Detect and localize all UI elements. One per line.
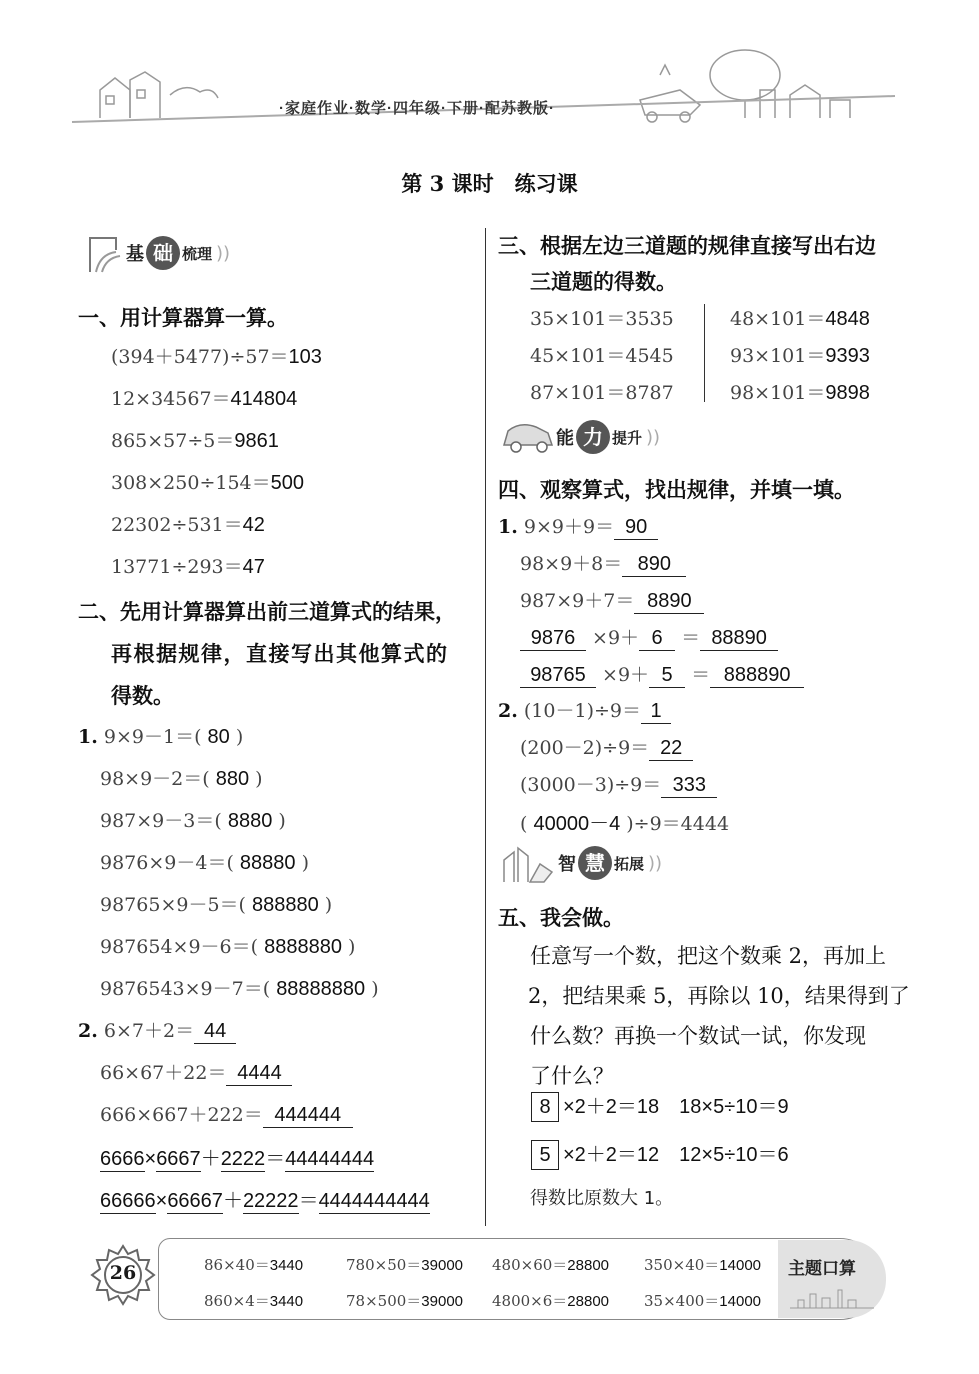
section3-title-2: 三道题的得数。: [530, 269, 677, 294]
list-item: 308×250÷154＝500: [111, 472, 305, 494]
section1-list: [111, 342, 322, 594]
list-item: 98×9＋8＝ 890: [498, 549, 804, 586]
list-item: 8 ×2＋2＝18 18×5÷10＝9: [531, 1090, 789, 1138]
list-item: 98×101＝9898: [730, 382, 870, 404]
badge-basic: [86, 232, 230, 274]
answer-box: 5: [531, 1140, 559, 1170]
badge-basic-pre: 基: [126, 244, 144, 265]
wave-icon: )): [646, 426, 661, 448]
section4-part2: [498, 696, 729, 844]
list-item: 865×57÷5＝9861: [111, 430, 279, 452]
list-item: 9876×9－4＝( 88880 ): [100, 852, 310, 874]
section2-title-1: 二、先用计算器算出前三道算式的结果，: [78, 599, 456, 624]
lesson-title: 第 3 课时 练习课: [401, 171, 578, 196]
footer: [88, 1238, 888, 1322]
list-item: 987×9－3＝( 8880 ): [100, 810, 286, 832]
badge-wisdom-post: 拓展: [614, 854, 645, 873]
list-item: 9876 ×9＋ 6 ＝ 88890: [498, 623, 804, 660]
section4-title: 四、观察算式，找出规律，并填一填。: [498, 477, 855, 502]
section3-title-1: 三、根据左边三道题的规律直接写出右边: [498, 233, 876, 258]
list-item: 66666×66667＋22222＝4444444444: [100, 1190, 430, 1212]
paragraph-line: 任意写一个数，把这个数乘 2，再加上: [530, 944, 887, 968]
oral-calc: 780×50＝39000: [346, 1256, 464, 1274]
wave-icon: )): [216, 242, 231, 264]
list-item: 987×9＋7＝ 8890: [498, 586, 804, 623]
badge-ability-big: 力: [576, 420, 610, 454]
list-item: 45×101＝4545: [530, 345, 674, 367]
footer-row-2: [204, 1290, 784, 1311]
list-item: 666×667＋222＝ 444444: [78, 1100, 430, 1142]
list-item: ( 40000－4 )÷9＝4444: [520, 813, 730, 835]
list-item: 98765 ×9＋ 5 ＝ 888890: [498, 660, 804, 697]
list-item: 12×34567＝414804: [111, 388, 298, 410]
badge-wisdom: [500, 842, 662, 884]
paragraph-line: 了什么？: [530, 1064, 614, 1088]
list-item: 5 ×2＋2＝12 12×5÷10＝6: [531, 1138, 789, 1186]
list-item: 6666×6667＋2222＝44444444: [100, 1148, 375, 1170]
section5-paragraph: [530, 940, 910, 1100]
list-item: 1. 9×9－1＝( 80 ): [78, 726, 244, 748]
section5-title: 五、我会做。: [498, 905, 624, 930]
section1-title: 一、用计算器算一算。: [78, 305, 288, 330]
page-number: 26: [109, 1262, 137, 1284]
list-item: (200－2)÷9＝ 22: [498, 733, 729, 770]
list-item: 66×67＋22＝ 4444: [78, 1058, 430, 1100]
header: [0, 0, 979, 140]
list-item: 2. 6×7＋2＝ 44: [78, 1016, 430, 1058]
list-item: 1. 9×9＋9＝ 90: [498, 512, 804, 549]
badge-basic-big: 础: [146, 236, 180, 270]
section2-title-3: 得数。: [111, 683, 174, 708]
wave-icon: )): [648, 852, 663, 874]
oral-calc: 480×60＝28800: [492, 1256, 610, 1274]
badge-ability-post: 提升: [612, 428, 643, 447]
list-item: (3000－3)÷9＝ 333: [498, 770, 729, 807]
list-item: 35×101＝3535: [530, 308, 674, 330]
waterfall-icon: [86, 232, 126, 274]
section3-right: [730, 304, 870, 415]
footer-label: 主题口算: [788, 1259, 856, 1279]
section2-part2: [78, 1016, 430, 1226]
column-divider: [485, 228, 486, 1226]
badge-basic-post: 梳理: [182, 244, 213, 263]
badge-ability-pre: 能: [556, 428, 574, 449]
section2-title-2: 再根据规律，直接写出其他算式的: [111, 641, 449, 666]
list-item: 98×9－2＝( 880 ): [100, 768, 263, 790]
list-item: (394＋5477)÷57＝103: [111, 346, 322, 368]
list-item: 98765×9－5＝( 888880 ): [100, 894, 333, 916]
oral-calc: 350×40＝14000: [644, 1256, 762, 1274]
list-item: 48×101＝4848: [730, 308, 870, 330]
books-icon: [500, 842, 558, 884]
section3-left: [530, 304, 674, 415]
paragraph-line: 2，把结果乘 5，再除以 10，结果得到了: [528, 984, 910, 1008]
section5-work: [531, 1090, 789, 1186]
answer-box: 8: [531, 1092, 559, 1122]
oral-calc: 86×40＝3440: [204, 1256, 304, 1274]
car-icon: [500, 419, 556, 455]
header-illustration: [0, 0, 979, 140]
oral-calc: 35×400＝14000: [644, 1292, 762, 1310]
badge-wisdom-pre: 智: [558, 854, 576, 875]
badge-wisdom-big: 慧: [578, 846, 612, 880]
section4-part1: [498, 512, 804, 697]
list-item: 987654×9－6＝( 8888880 ): [100, 936, 356, 958]
list-item: 93×101＝9393: [730, 345, 870, 367]
list-item: 22302÷531＝42: [111, 514, 265, 536]
section2-part1: [78, 722, 379, 1016]
oral-calc: 4800×6＝28800: [492, 1292, 610, 1310]
list-item: 13771÷293＝47: [111, 556, 265, 578]
section5-conclusion: 得数比原数大 1。: [530, 1188, 674, 1209]
oral-calc: 78×500＝39000: [346, 1292, 464, 1310]
list-item: 87×101＝8787: [530, 382, 674, 404]
footer-row-1: [204, 1254, 784, 1275]
badge-ability: [500, 416, 660, 458]
paragraph-line: 什么数？再换一个数试一试，你发现: [530, 1024, 866, 1048]
city-skyline-icon: [788, 1286, 876, 1310]
list-item: 9876543×9－7＝( 88888880 ): [100, 978, 379, 1000]
oral-calc: 860×4＝3440: [204, 1292, 304, 1310]
list-item: 2. (10－1)÷9＝ 1: [498, 696, 729, 733]
book-title: ·家庭作业·数学·四年级·下册·配苏教版·: [279, 100, 555, 117]
section3-divider: [704, 304, 705, 402]
